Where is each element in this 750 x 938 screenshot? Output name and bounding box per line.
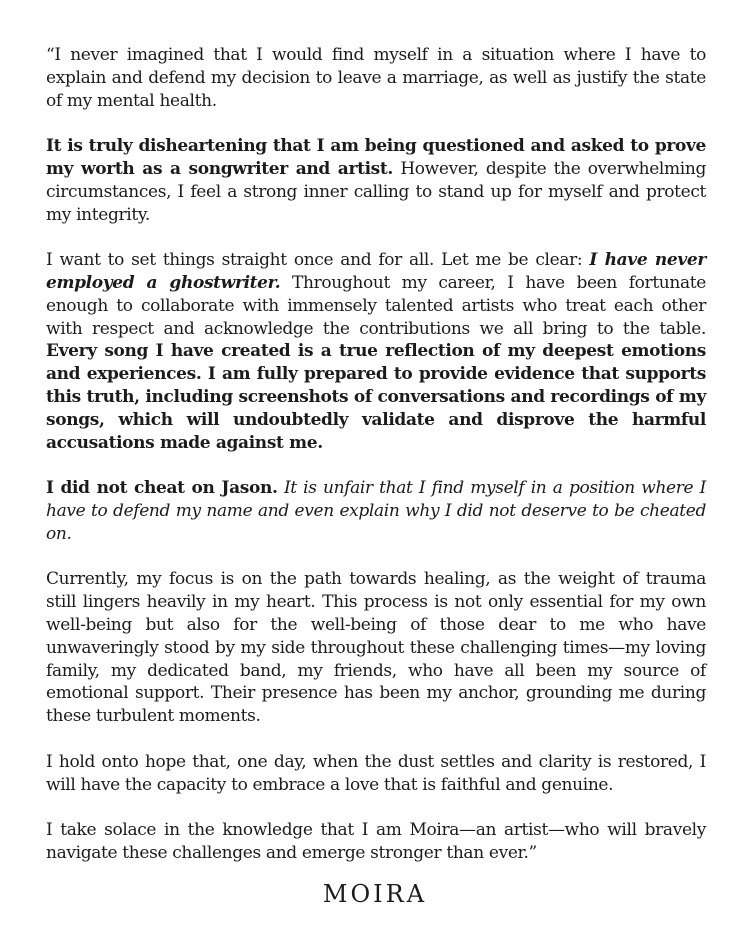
- paragraph-3-intro-text: I want to set things straight once and for all. Let me be clear:: [46, 250, 590, 271]
- paragraph-6-text: I hold onto hope that, one day, when the dust settles and clarity is restored, I will have the capacity to embrace a love that is faithful and genuine.: [46, 751, 706, 795]
- paragraph-4-bold-text: I did not cheat on Jason.: [46, 478, 278, 499]
- paragraph-3: [46, 249, 706, 454]
- paragraph-4: [46, 477, 706, 545]
- paragraph-7-text: I take solace in the knowledge that I am Moira—an artist—who will bravely navigate these challenges and emerge stronger than ever.”: [46, 820, 706, 863]
- paragraph-5-text: Currently, my focus is on the path towards healing, as the weight of trauma still lingers heavily in my heart. This process is not only essential for my own well-being but also for the well-being of those dear to me who have unwaveringly stood by my side throughout these challenging times—my loving family, my dedicated band, my friends, who have all been my source of emotional support. Their presence has been my anchor, grounding me during these turbulent moments.: [46, 569, 706, 727]
- paragraph-5: [46, 568, 706, 728]
- statement-body: [46, 44, 706, 887]
- paragraph-6: [46, 751, 706, 797]
- paragraph-3-bold-text: Every song I have created is a true reflection of my deepest emotions and experiences. I am fully prepared to provide evidence that supports this truth, including screenshots of conversations and recordings of my songs, which will undoubtedly validate and disprove the harmful accusations made against me.: [46, 341, 706, 453]
- paragraph-3-middle-text: Throughout my career, I have been fortunate enough to collaborate with immensely talented artists who treat each other with respect and acknowledge the contributions we all bring to the table.: [46, 272, 706, 339]
- paragraph-2: [46, 135, 706, 226]
- paragraph-7: [46, 819, 706, 865]
- paragraph-1: [46, 44, 706, 112]
- signature: MOIRA: [322, 880, 428, 908]
- paragraph-3-bold-italic-text: I have never employed a ghostwriter.: [46, 250, 706, 293]
- paragraph-1-text: “I never imagined that I would find myself in a situation where I have to explain and defend my decision to leave a marriage, as well as justify the state of my mental health.: [46, 45, 706, 111]
- paragraph-2-bold-text: It is truly disheartening that I am being questioned and asked to prove my worth as a songwriter and artist.: [46, 136, 706, 179]
- paragraph-2-text: However, despite the overwhelming circumstances, I feel a strong inner calling to stand up for myself and protect my integrity.: [46, 158, 706, 225]
- paragraph-4-italic-text: It is unfair that I find myself in a position where I have to defend my name and even explain why I did not deserve to be cheated on.: [46, 478, 706, 544]
